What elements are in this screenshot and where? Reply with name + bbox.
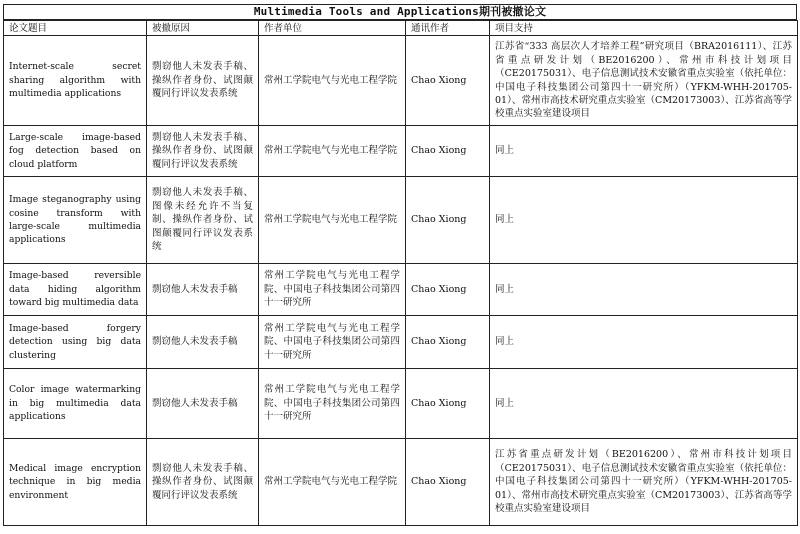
author-affiliation-cell: 常州工学院电气与光电工程学院、中国电子科技集团公司第四十一研究所 xyxy=(259,369,406,439)
column-header-support: 项目支持 xyxy=(490,21,798,36)
retraction-reason-cell: 剽窃他人未发表手稿、操纵作者身份、试图颠覆同行评议发表系统 xyxy=(147,439,259,526)
paper-title-cell: Internet-scale secret sharing algorithm with multimedia applications xyxy=(4,36,147,126)
retraction-reason-cell: 剽窃他人未发表手稿、图像未经允许不当复制、操纵作者身份、试图颠覆同行评议发表系统 xyxy=(147,177,259,264)
funding-support-cell: 江苏省“333 高层次人才培养工程”研究项目（BRA2016111）、江苏省重点研发计划（BE2016200）、常州市科技计划项目（CE20175031）、电子信息测试技术安徽省重点实验室（依托单位：中国电子科技集团公司第四十一研究所）（YFKM-WHH-201705-01）、常州市高技术研究重点实验室（CM20173003）、江苏省高等学校重点实验室建设项目 xyxy=(490,36,798,126)
table-row xyxy=(4,177,798,264)
author-affiliation-cell: 常州工学院电气与光电工程学院 xyxy=(259,177,406,264)
table-row xyxy=(4,316,798,369)
author-affiliation-cell: 常州工学院电气与光电工程学院 xyxy=(259,36,406,126)
retraction-reason-cell: 剽窃他人未发表手稿、操纵作者身份、试图颠覆同行评议发表系统 xyxy=(147,126,259,177)
table-row xyxy=(4,126,798,177)
column-header-author: 通讯作者 xyxy=(406,21,490,36)
funding-support-cell: 同上 xyxy=(490,316,798,369)
column-header-unit: 作者单位 xyxy=(259,21,406,36)
corresponding-author-cell: Chao Xiong xyxy=(406,36,490,126)
table-row xyxy=(4,439,798,526)
funding-support-cell: 同上 xyxy=(490,264,798,316)
corresponding-author-cell: Chao Xiong xyxy=(406,177,490,264)
author-affiliation-cell: 常州工学院电气与光电工程学院、中国电子科技集团公司第四十一研究所 xyxy=(259,264,406,316)
retraction-reason-cell: 剽窃他人未发表手稿、操纵作者身份、试图颠覆同行评议发表系统 xyxy=(147,36,259,126)
corresponding-author-cell: Chao Xiong xyxy=(406,439,490,526)
paper-title-cell: Color image watermarking in big multimedia data applications xyxy=(4,369,147,439)
paper-title-cell: Image steganography using cosine transform with large-scale multimedia applications xyxy=(4,177,147,264)
author-affiliation-cell: 常州工学院电气与光电工程学院 xyxy=(259,439,406,526)
paper-title-cell: Image-based reversible data hiding algorithm toward big multimedia data xyxy=(4,264,147,316)
funding-support-cell: 同上 xyxy=(490,177,798,264)
retraction-reason-cell: 剽窃他人未发表手稿 xyxy=(147,316,259,369)
retraction-reason-cell: 剽窃他人未发表手稿 xyxy=(147,264,259,316)
retraction-sheet xyxy=(3,4,797,526)
funding-support-cell: 同上 xyxy=(490,126,798,177)
corresponding-author-cell: Chao Xiong xyxy=(406,369,490,439)
column-header-title: 论文题目 xyxy=(4,21,147,36)
funding-support-cell: 江苏省重点研发计划（BE2016200）、常州市科技计划项目（CE20175031）、电子信息测试技术安徽省重点实验室（依托单位：中国电子科技集团公司第四十一研究所）（YFKM-WHH-201705-01）、常州市高技术研究重点实验室（CM20173003）、江苏省高等学校重点实验室建设项目 xyxy=(490,439,798,526)
paper-title-cell: Medical image encryption technique in big media environment xyxy=(4,439,147,526)
column-header-reason: 被撤原因 xyxy=(147,21,259,36)
author-affiliation-cell: 常州工学院电气与光电工程学院 xyxy=(259,126,406,177)
paper-title-cell: Image-based forgery detection using big data clustering xyxy=(4,316,147,369)
author-affiliation-cell: 常州工学院电气与光电工程学院、中国电子科技集团公司第四十一研究所 xyxy=(259,316,406,369)
corresponding-author-cell: Chao Xiong xyxy=(406,264,490,316)
table-row xyxy=(4,369,798,439)
corresponding-author-cell: Chao Xiong xyxy=(406,126,490,177)
corresponding-author-cell: Chao Xiong xyxy=(406,316,490,369)
table-header-row xyxy=(4,21,798,36)
table-row xyxy=(4,36,798,126)
retraction-table xyxy=(3,20,798,526)
retraction-reason-cell: 剽窃他人未发表手稿 xyxy=(147,369,259,439)
table-row xyxy=(4,264,798,316)
funding-support-cell: 同上 xyxy=(490,369,798,439)
paper-title-cell: Large-scale image-based fog detection based on cloud platform xyxy=(4,126,147,177)
page-title: Multimedia Tools and Applications期刊被撤论文 xyxy=(3,5,797,20)
